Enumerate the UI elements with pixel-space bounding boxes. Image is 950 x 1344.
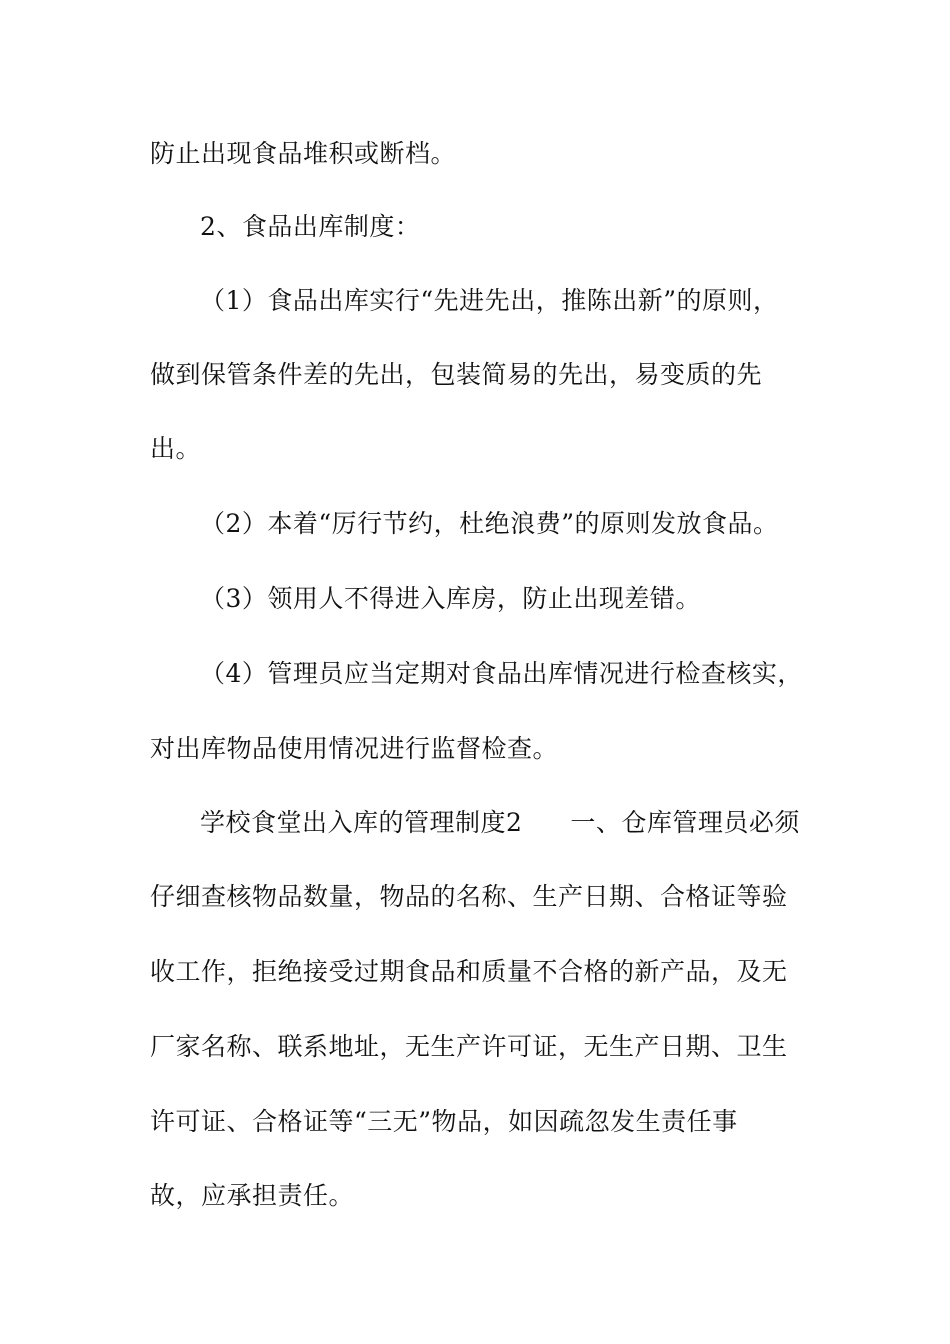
section-heading: 学校食堂出入库的管理制度2 xyxy=(200,808,523,837)
section-heading-line xyxy=(200,807,800,839)
paragraph-line: 防止出现食品堆积或断档。 xyxy=(150,139,457,168)
paragraph-line: 做到保管条件差的先出，包装简易的先出，易变质的先 xyxy=(150,360,763,389)
paragraph-line: 厂家名称、联系地址，无生产许可证，无生产日期、卫生 xyxy=(150,1032,788,1061)
paragraph-line: 对出库物品使用情况进行监督检查。 xyxy=(150,734,559,763)
paragraph-line: 出。 xyxy=(150,434,202,463)
paragraph-line: （1）食品出库实行“先进先出，推陈出新”的原则， xyxy=(200,286,779,315)
paragraph-line: （4）管理员应当定期对食品出库情况进行检查核实， xyxy=(200,659,803,688)
paragraph-line: 许可证、合格证等“三无”物品，如因疏忽发生责任事 xyxy=(150,1107,738,1136)
paragraph-line: （2）本着“厉行节约，杜绝浪费”的原则发放食品。 xyxy=(200,509,779,538)
paragraph-line: 仔细查核物品数量，物品的名称、生产日期、合格证等验 xyxy=(150,882,788,911)
paragraph-line: （3）领用人不得进入库房，防止出现差错。 xyxy=(200,584,701,613)
paragraph-line: 收工作，拒绝接受过期食品和质量不合格的新产品，及无 xyxy=(150,957,788,986)
paragraph-line: 故，应承担责任。 xyxy=(150,1181,355,1210)
section-heading-outbound: 2、食品出库制度： xyxy=(200,212,421,241)
section-lead: 一、仓库管理员必须 xyxy=(570,808,800,837)
